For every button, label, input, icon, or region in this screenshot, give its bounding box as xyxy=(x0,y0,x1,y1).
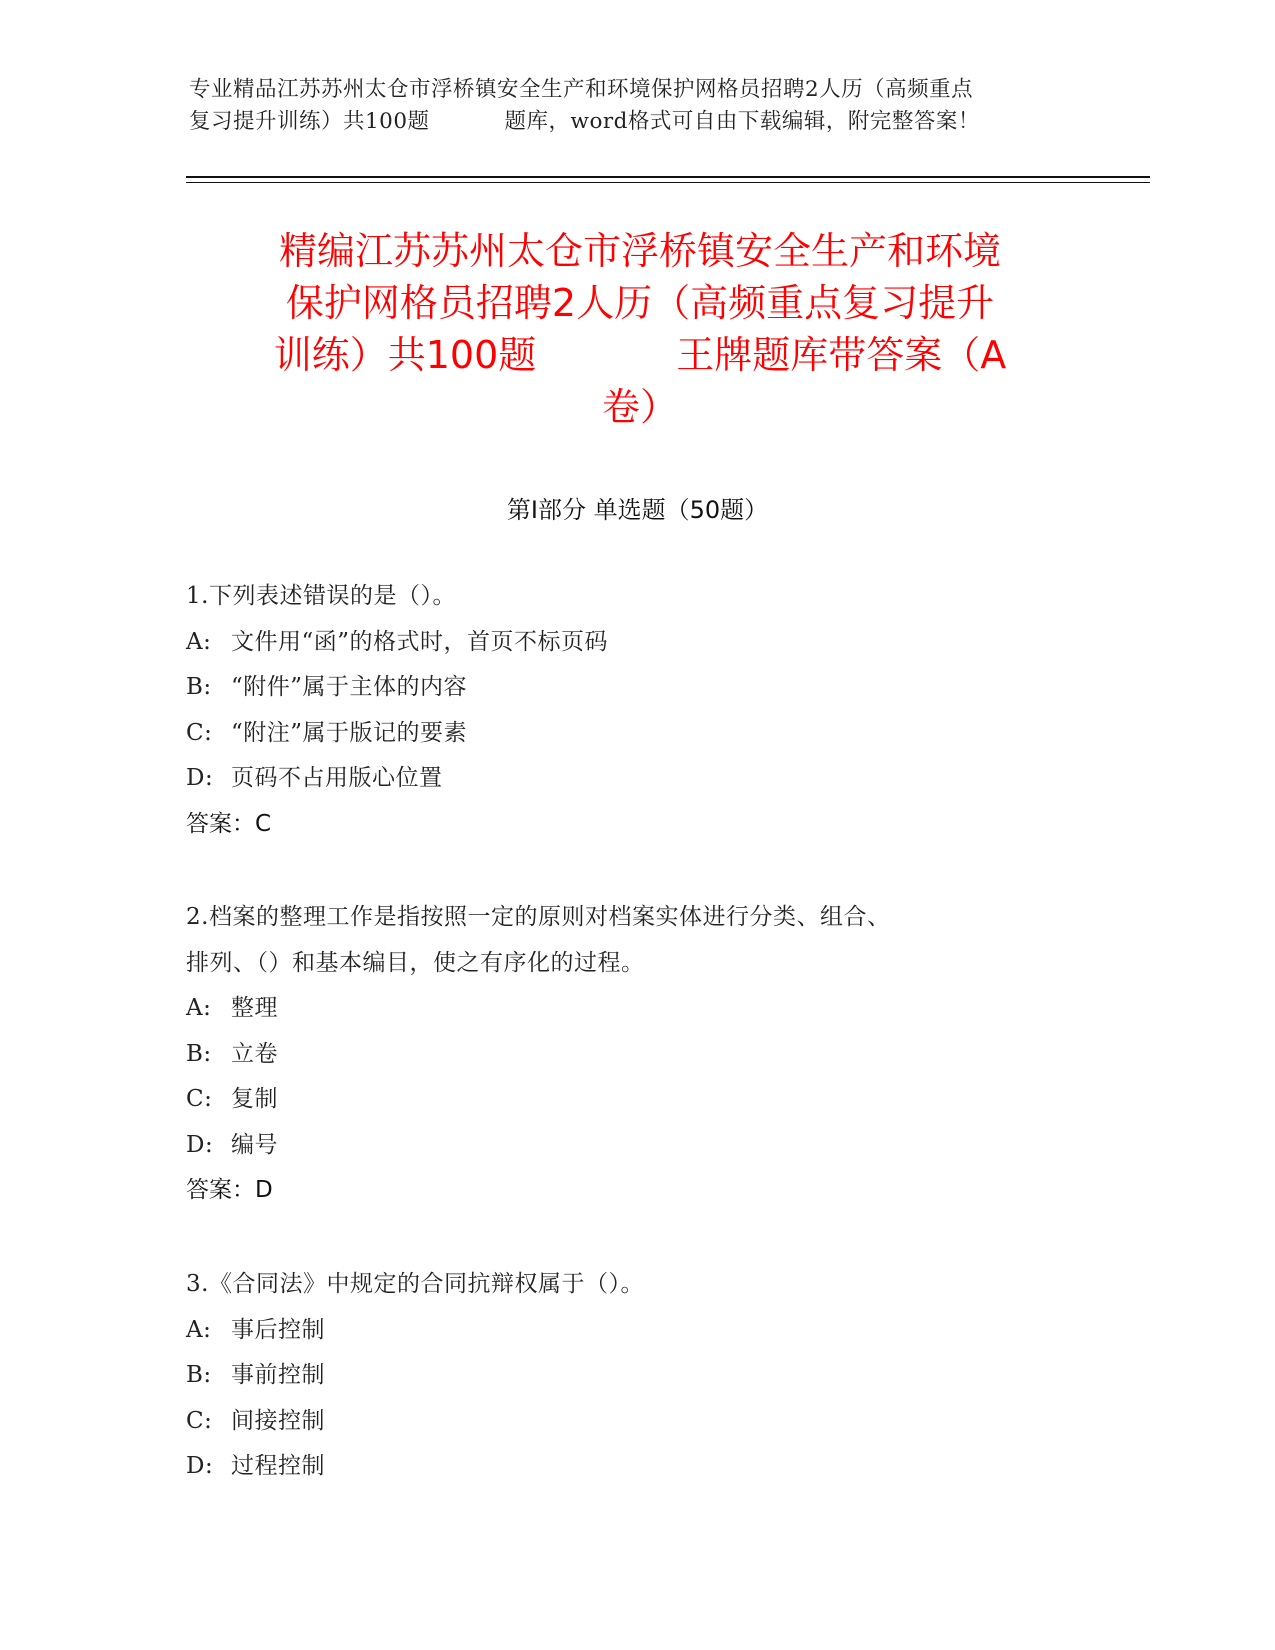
option-a xyxy=(186,986,1086,1032)
header-line-1: 专业精品江苏苏州太仓市浮桥镇安全生产和环境保护网格员招聘2人历（高频重点 xyxy=(189,77,974,102)
option-c xyxy=(186,711,1086,757)
option-d xyxy=(186,1444,1086,1490)
option-c xyxy=(186,1399,1086,1445)
option-key: A: xyxy=(186,628,212,655)
answer: 答案：D xyxy=(186,1177,273,1203)
option-text: 页码不占用版心位置 xyxy=(231,765,443,791)
option-text: 立卷 xyxy=(231,1040,278,1067)
question-stem: 3.《合同法》中规定的合同抗辩权属于（）。 xyxy=(186,1271,644,1297)
question-3 xyxy=(186,1262,1086,1490)
title-line-3-right: 王牌题库带答案（A xyxy=(676,333,1007,377)
option-text: 文件用“函”的格式时，首页不标页码 xyxy=(231,628,609,655)
header-divider-thick xyxy=(186,176,1150,178)
question-stem: 2.档案的整理工作是指按照一定的原则对档案实体进行分类、组合、 xyxy=(186,904,891,930)
title-line-2: 保护网格员招聘2人历（高频重点复习提升 xyxy=(285,281,995,325)
option-key: C: xyxy=(186,1407,213,1434)
header-line-2 xyxy=(189,106,1089,138)
header-divider-thin xyxy=(186,182,1150,183)
option-text: 事前控制 xyxy=(231,1362,325,1388)
title-line-3-left: 训练）共100题 xyxy=(273,333,537,377)
section-heading: 第Ⅰ部分 单选题（50题） xyxy=(506,496,769,524)
option-b xyxy=(186,1353,1086,1399)
option-text: 复制 xyxy=(231,1086,278,1112)
option-key: A: xyxy=(186,1316,212,1343)
option-text: 事后控制 xyxy=(231,1316,325,1343)
title-line-3 xyxy=(180,329,1100,381)
option-c xyxy=(186,1077,1086,1123)
option-key: C: xyxy=(186,719,213,746)
question-stem-continued: 排列、（）和基本编目，使之有序化的过程。 xyxy=(186,949,645,976)
header-line-2-right: 题库，word格式可自由下载编辑，附完整答案！ xyxy=(504,109,980,134)
option-a xyxy=(186,1308,1086,1354)
option-a xyxy=(186,620,1086,666)
option-b xyxy=(186,665,1086,711)
header-note xyxy=(189,74,1089,138)
option-d xyxy=(186,1123,1086,1169)
option-b xyxy=(186,1032,1086,1078)
option-text: 过程控制 xyxy=(231,1453,325,1479)
document-title xyxy=(180,225,1100,433)
title-line-4: 卷） xyxy=(601,385,678,429)
question-stem: 1.下列表述错误的是（）。 xyxy=(186,583,456,609)
option-text: 整理 xyxy=(231,995,278,1021)
option-key: D: xyxy=(186,1453,214,1479)
option-key: D: xyxy=(186,1131,214,1158)
option-text: “附件”属于主体的内容 xyxy=(231,674,468,700)
title-line-1: 精编江苏苏州太仓市浮桥镇安全生产和环境 xyxy=(278,229,1001,273)
option-key: B: xyxy=(186,1040,212,1067)
header-line-2-left: 复习提升训练）共100题 xyxy=(189,109,430,134)
option-key: A: xyxy=(186,995,212,1021)
option-key: C: xyxy=(186,1086,213,1112)
question-1 xyxy=(186,574,1086,847)
option-key: D: xyxy=(186,765,214,791)
option-text: “附注”属于版记的要素 xyxy=(231,719,468,746)
option-key: B: xyxy=(186,1362,212,1388)
question-2 xyxy=(186,895,1086,1214)
option-text: 间接控制 xyxy=(231,1407,325,1434)
answer: 答案：C xyxy=(186,810,272,837)
option-key: B: xyxy=(186,674,212,700)
option-d xyxy=(186,756,1086,802)
option-text: 编号 xyxy=(231,1131,278,1158)
